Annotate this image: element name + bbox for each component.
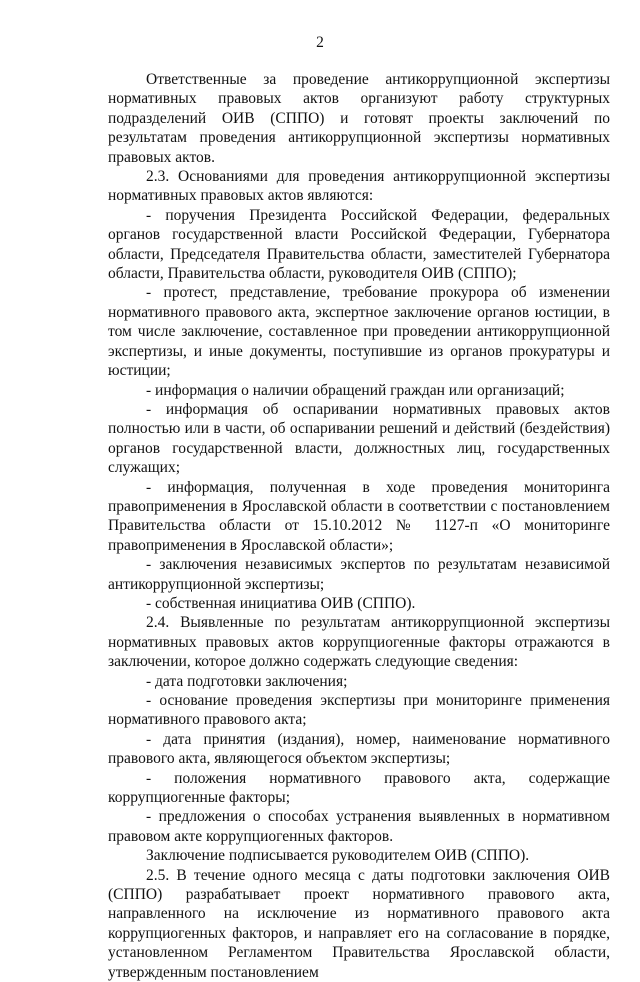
list-item-proposals: - предложения о способах устранения выявленных в нормативном правовом акте коррупциогенных факторов. [108,808,610,845]
list-item-provisions: - положения нормативного правового акта, содержащие коррупциогенные факторы; [108,769,610,807]
paragraph-2-4: 2.4. Выявленные по результатам антикоррупционной экспертизы нормативных правовых актов коррупциогенные факторы отражаются в заключении, которое должно содержать следующие сведения: [108,614,610,671]
page-number: 2 [316,34,324,51]
list-item-independent-experts: - заключения независимых экспертов по результатам независимой антикоррупционной экспертизы; [108,556,610,593]
paragraph-signature: Заключение подписывается руководителем ОИВ (СППО). [146,847,530,865]
list-item-instructions: - поручения Президента Российской Федерации, федеральных органов государственной власти Российской Федерации, Губернатора области, Председателя Правительства области, заместителей Губернатора области, Правительства области, руководителя ОИВ (СППО); [108,206,610,283]
list-item-basis: - основание проведения экспертизы при мониторинге применения нормативного правового акта; [108,692,610,729]
list-item-date: - дата подготовки заключения; [146,672,348,690]
list-item-protest: - протест, представление, требование прокурора об изменении нормативного правового акта, экспертное заключение органов юстиции, в том числе заключение, составленное при проведении антикоррупционной экспертизы, и иные документы, поступившие из органов прокуратуры и юстиции; [108,284,610,380]
list-item-monitoring: - информация, полученная в ходе проведения мониторинга правоприменения в Ярославской области в соответствии с постановлением Правительства области от 15.10.2012 № 1127-п «О мониторинге правоприменения в Ярославской области»; [108,478,610,554]
paragraph-2-3-heading: 2.3. Основаниями для проведения антикоррупционной экспертизы нормативных правовых актов являются: [108,168,610,205]
list-item-own-initiative: - собственная инициатива ОИВ (СППО). [146,594,416,612]
paragraph-responsible-persons: Ответственные за проведение антикоррупционной экспертизы нормативных правовых актов организуют работу структурных подразделений ОИВ (СППО) и готовят проекты заключений по результатам проведения антикоррупционной экспертизы нормативных правовых актов. [108,71,610,166]
list-item-appeals: - информация о наличии обращений граждан или организаций; [146,381,565,399]
list-item-challenges: - информация об оспаривании нормативных правовых актов полностью или в части, об оспаривании решений и действий (бездействия) органов государственной власти, должностных лиц, государственных служащих; [108,400,610,477]
list-item-act-details: - дата принятия (издания), номер, наименование нормативного правового акта, являющегося объектом экспертизы; [108,730,610,768]
paragraph-2-5: 2.5. В течение одного месяца с даты подготовки заключения ОИВ (СППО) разрабатывает проект нормативного правового акта, направленного на исключение из нормативного правового акта коррупциогенных факторов, и направляет его на согласование в порядке, установленном Регламентом Правительства Ярославской области, утвержденным постановлением [108,866,610,981]
document-body [108,70,610,982]
